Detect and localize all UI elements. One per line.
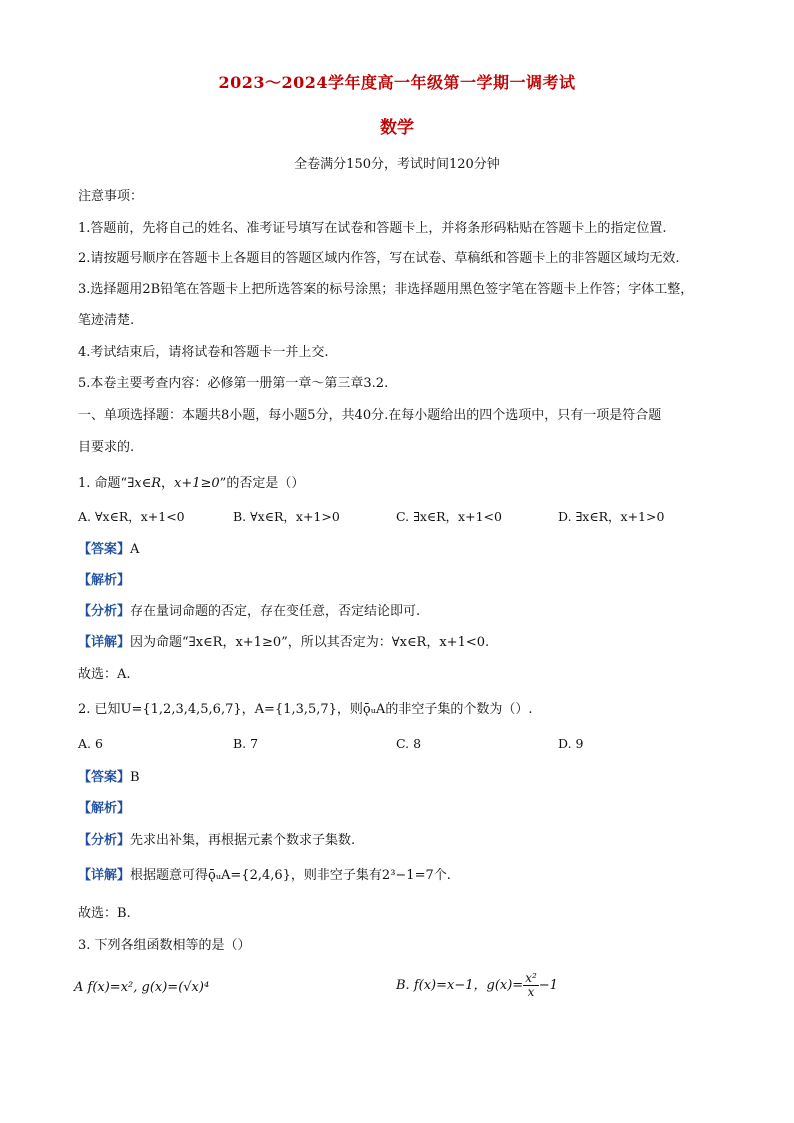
notice-item-2: 2.请按题号顺序在答题卡上各题目的答题区域内作答，写在试卷、草稿纸和答题卡上的非答题区域均无效. (78, 251, 680, 266)
q1-analysis (78, 569, 728, 588)
q2-option-b: B. 7 (233, 736, 259, 751)
question-3-stem: 3. 下列各组函数相等的是（） (78, 938, 251, 953)
notice-item-3-cont: 笔迹清楚. (78, 313, 135, 328)
q2-answer-tag: 【答案】 (78, 770, 131, 785)
q1-fenxi (78, 600, 728, 619)
q2-option-a: A. 6 (78, 736, 103, 751)
q1-option-d: D. ∃x∈R，x+1>0 (558, 509, 665, 524)
q2-fenxi-text: 先求出补集，再根据元素个数求子集数. (130, 833, 356, 848)
notice-item-1: 1.答题前，先将自己的姓名、准考证号填写在试卷和答题卡上，并将条形码粘贴在答题卡上的指定位置. (78, 221, 667, 236)
q3-option-b-fraction (523, 972, 539, 999)
q1-stem-suffix: ”的否定是（） (219, 476, 305, 491)
q2-conclusion: 故选：B. (78, 906, 131, 921)
question-2-stem: 2. 已知U={1,2,3,4,5,6,7}，A={1,3,5,7}，则ǭᵤA的非空子集的个数为（）. (78, 702, 533, 717)
q2-fenxi-tag: 【分析】 (78, 833, 131, 848)
q3-option-b-numerator: x² (525, 971, 537, 985)
q1-option-a: A. ∀x∈R，x+1<0 (78, 509, 185, 524)
notice-item-5: 5.本卷主要考查内容：必修第一册第一章～第三章3.2. (78, 376, 389, 391)
q2-answer (78, 766, 728, 785)
q2-fenxi (78, 829, 728, 848)
q1-option-b: B. ∀x∈R，x+1>0 (233, 509, 340, 524)
q1-answer (78, 538, 728, 557)
q1-detail-tag: 【详解】 (78, 635, 131, 650)
q1-stem-math-1: ∃x∈R (127, 476, 161, 491)
q2-analysis (78, 797, 728, 816)
q3-option-a: A f(x)=x², g(x)=(√x)⁴ (74, 980, 210, 995)
q1-stem-math-2: x+1≥0 (174, 476, 220, 491)
q2-analysis-tag: 【解析】 (78, 801, 131, 816)
q1-fenxi-text: 存在量词命题的否定，存在变任意，否定结论即可. (130, 604, 421, 619)
exam-title: 2023～2024学年度高一年级第一学期一调考试 (218, 73, 576, 92)
exam-info: 全卷满分150分，考试时间120分钟 (294, 157, 500, 172)
q2-detail-text: 根据题意可得ǭᵤA={2,4,6}，则非空子集有2³−1=7个. (130, 868, 451, 883)
notice-item-3: 3.选择题用2B铅笔在答题卡上把所选答案的标号涂黑；非选择题用黑色签字笔在答题卡上作答；字体工整， (78, 282, 694, 297)
q2-option-d: D. 9 (558, 736, 584, 751)
q1-stem-prefix: 1. 命题“ (78, 476, 128, 491)
q2-answer-value: B (130, 770, 140, 785)
section-heading-cont: 目要求的. (78, 440, 135, 455)
question-1-stem: 1. 命题“∃x∈R，x+1≥0”的否定是（） (78, 476, 305, 491)
q3-option-b-suffix: −1 (538, 978, 558, 994)
notice-item-4: 4.考试结束后，请将试卷和答题卡一并上交. (78, 345, 329, 360)
q1-analysis-tag: 【解析】 (78, 573, 131, 588)
subject-title: 数学 (380, 118, 414, 138)
notice-heading: 注意事项： (78, 189, 144, 204)
q2-detail (78, 864, 728, 883)
q1-answer-tag: 【答案】 (78, 542, 131, 557)
q1-option-c: C. ∃x∈R，x+1<0 (396, 509, 502, 524)
q1-conclusion: 故选：A. (78, 667, 131, 682)
q3-option-b-denominator: x (527, 985, 535, 1000)
q2-option-c: C. 8 (396, 736, 422, 751)
q1-detail (78, 631, 728, 650)
q2-detail-tag: 【详解】 (78, 868, 131, 883)
q1-answer-value: A (130, 542, 140, 557)
q1-detail-text: 因为命题“∃x∈R，x+1≥0”，所以其否定为：∀x∈R，x+1<0. (130, 635, 490, 650)
q3-option-b-prefix: B. f(x)=x−1，g(x)= (396, 978, 524, 994)
section-heading: 一、单项选择题：本题共8小题，每小题5分，共40分.在每小题给出的四个选项中，只有一项是符合题 (78, 408, 662, 423)
q3-option-b (396, 972, 558, 999)
q1-fenxi-tag: 【分析】 (78, 604, 131, 619)
